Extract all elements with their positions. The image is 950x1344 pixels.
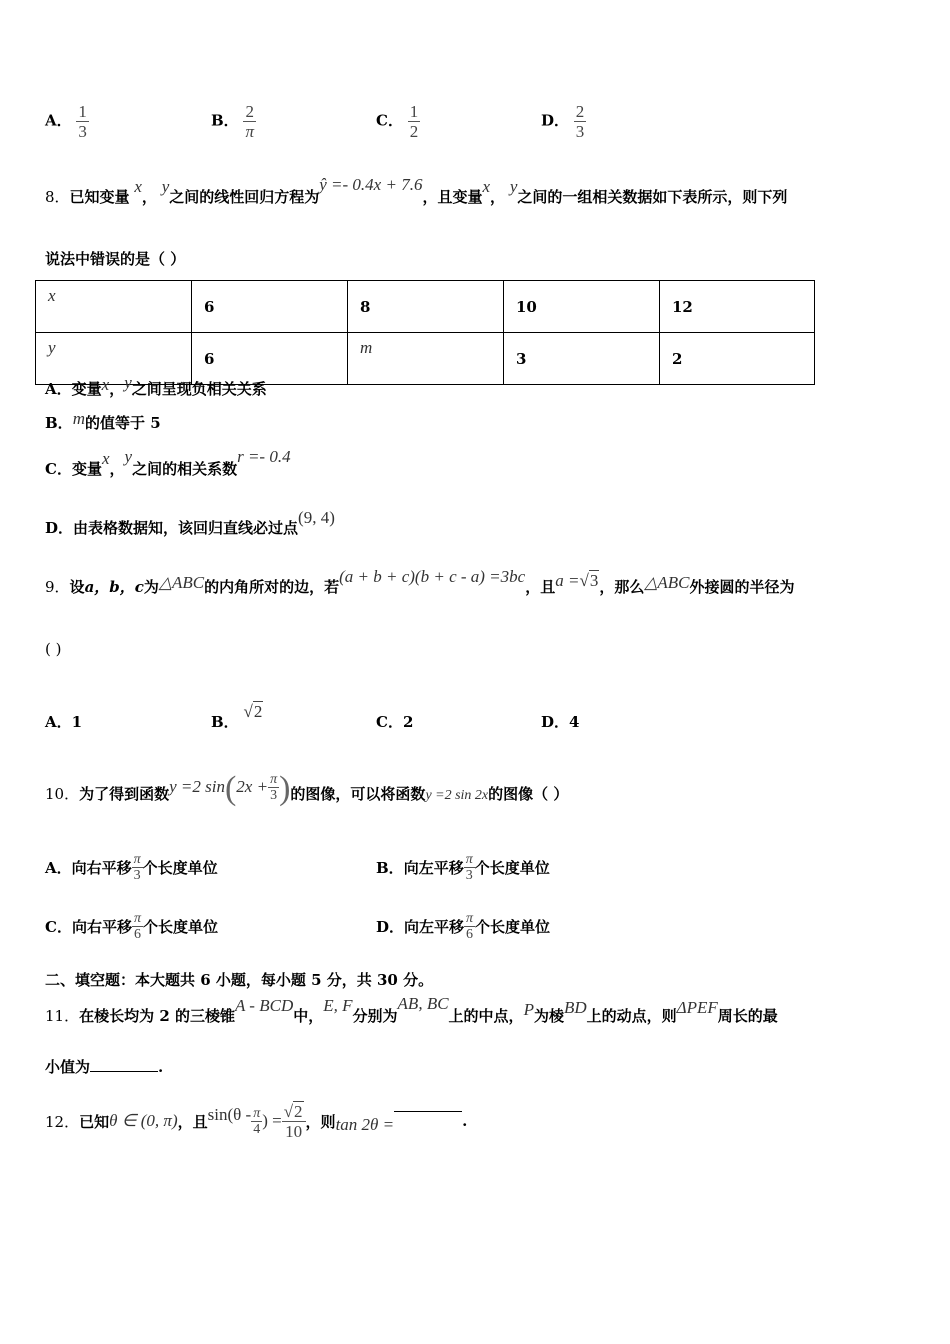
- sqrt-two: √2: [283, 1101, 303, 1121]
- q10-option-b: B． 向左平移 $\frac{\pi}{3}$ 个长度单位: [376, 852, 550, 883]
- option-label: D．: [541, 111, 570, 130]
- q9-stem-line1: 9．设a，b，c为△ABC的内角所对的边，若(a + b + c)(b + c - a) =3bc，且a =√3，那么△ABC外接圆的半径为: [45, 567, 795, 596]
- q8-option-c: C．变量x，y之间的相关系数r =- 0.4: [45, 447, 291, 478]
- side-equation: (a + b + c)(b + c - a) =3bc: [339, 567, 526, 586]
- q8-data-table: [35, 280, 815, 385]
- q8-stem-line1: 8．已知变量 x， y之间的线性回归方程为ŷ =- 0.4x + 7.6，且变量x， y之间的一组相关数据如下表所示，则下列: [45, 175, 788, 206]
- answer-blank[interactable]: [394, 1111, 462, 1112]
- fraction: $\frac{\pi}{3}$: [270, 771, 278, 803]
- q9-option-c: C．2: [376, 713, 414, 731]
- section-heading: 二、填空题：本大题共 6 小题，每小题 5 分，共 30 分。: [45, 971, 434, 989]
- correlation-coefficient: r =- 0.4: [237, 447, 291, 466]
- q10-option-d: D． 向左平移 $\frac{\pi}{6}$ 个长度单位: [376, 911, 551, 942]
- table-row-y: y 6 m 3 2: [36, 333, 815, 385]
- option-label: B．: [211, 111, 239, 130]
- q8-option-a: A．变量x，y之间呈现负相关关系: [45, 373, 267, 398]
- regression-equation: ŷ =- 0.4x + 7.6: [319, 175, 423, 194]
- q8-stem-line2: 说法中错误的是（ ）: [45, 250, 186, 268]
- fraction: $\frac{1}{3}$: [78, 102, 87, 141]
- fraction: $\frac{2}{3}$: [575, 102, 585, 141]
- q11-stem-line1: 11．在棱长均为 2 的三棱锥A - BCD中，E, F分别为AB, BC上的中点，P为棱BD上的动点，则ΔPEF周长的最: [45, 994, 778, 1025]
- fraction: $\frac{\pi}{3}$: [133, 852, 141, 883]
- q7-option-b: [211, 102, 256, 141]
- fraction: $\frac{2}{\pi}$: [245, 102, 254, 141]
- q10-stem: 10． 为了得到函数 y =2 sin ( 2x + $\frac{\pi}{3}$ ) 的图像，可以将函数 y =2 sin 2x 的图像（ ）: [45, 770, 569, 807]
- answer-blank[interactable]: [90, 1071, 158, 1072]
- q10-option-c: C． 向右平移 $\frac{\pi}{6}$ 个长度单位: [45, 911, 218, 942]
- fraction: $\frac{1}{2}$: [409, 102, 419, 141]
- q8-option-d: D．由表格数据知，该回归直线必过点(9, 4): [45, 508, 335, 537]
- theta-domain: θ ∈ (0, π): [109, 1111, 178, 1130]
- fraction: $\frac{\pi}{4}$: [253, 1105, 261, 1137]
- q7-option-c: [376, 102, 420, 141]
- option-label: A．: [45, 111, 72, 130]
- base-function: y =2 sin 2x: [425, 788, 489, 803]
- q7-option-d: [541, 102, 586, 141]
- point-coordinates: (9, 4): [298, 508, 335, 527]
- q8-option-b: B．m的值等于 5: [45, 409, 161, 432]
- fraction: $\frac{√2}{10}$: [282, 1102, 306, 1141]
- q9-option-b: B． √2: [211, 702, 263, 731]
- q9-option-d: D．4: [541, 713, 580, 731]
- q9-option-a: A．1: [45, 713, 83, 731]
- sqrt-two: √2: [243, 702, 263, 721]
- q9-answer-paren: ( ): [45, 640, 62, 658]
- fraction: $\frac{\pi}{6}$: [133, 911, 141, 942]
- question-number: 8．: [45, 188, 70, 206]
- q12-stem: 12． 已知 θ ∈ (0, π) ，且 sin(θ - $\frac{\pi}{4}$ ) = $\frac{√2}{10}$ ，则 tan 2θ = .: [45, 1101, 468, 1141]
- option-label: C．: [376, 111, 403, 130]
- q10-option-a: A． 向右平移 $\frac{\pi}{3}$ 个长度单位: [45, 852, 218, 883]
- q11-stem-line2: 小值为 .: [45, 1058, 164, 1076]
- fraction: $\frac{\pi}{3}$: [465, 852, 473, 883]
- fraction: $\frac{\pi}{6}$: [466, 911, 474, 942]
- sqrt-three: √3: [579, 571, 599, 590]
- q7-option-a: [45, 102, 89, 141]
- table-row-x: x 6 8 10 12: [36, 281, 815, 333]
